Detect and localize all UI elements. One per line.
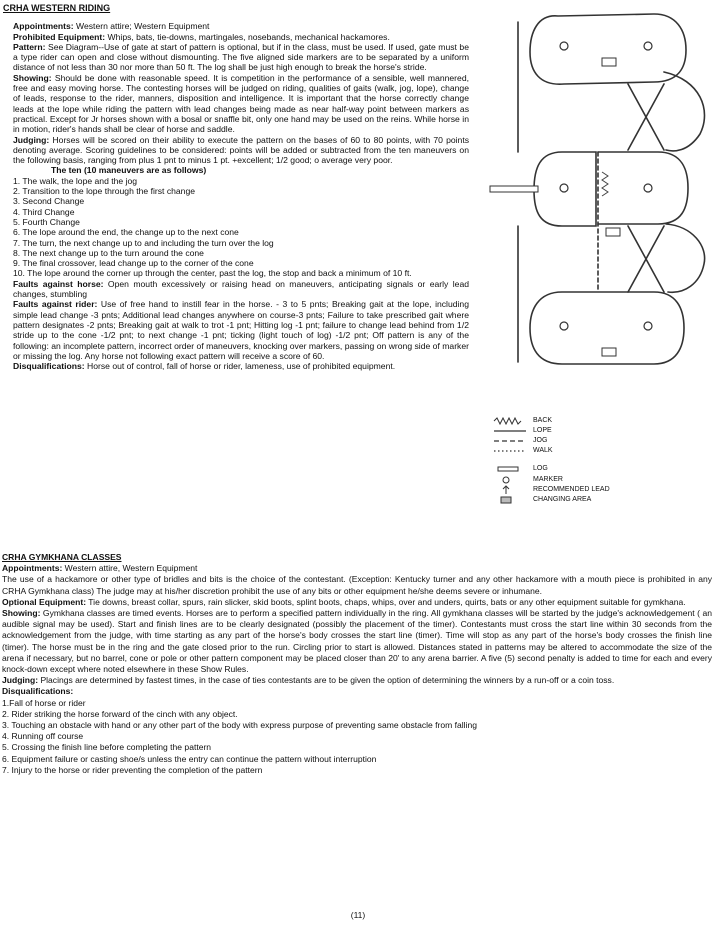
marker-icon xyxy=(644,322,652,330)
showing-text: Should be done with reasonable speed. It is competition in the performance of a sensible, well mannered, free and easy moving horse. The contesting horses will be judged on riding, qualities of gaits (walk, jog, lope), change of leads, response to the rider, manners, disposition and intelligence. It is important that the horse correctly change leads at the lope while riding the pattern with lead changes being made as near half-way point between markers as practical. Except for Jr horses shown with a bosal or snaffle bit, only one hand may be used on the reins. While horse in in motion, rider's hands shall be clear of horse and saddle. xyxy=(13,72,469,135)
change-area-icon xyxy=(602,348,616,356)
judging-paragraph xyxy=(2,675,712,686)
legend-label: RECOMMENDED LEAD xyxy=(533,486,610,493)
optional-paragraph xyxy=(2,597,712,608)
marker-icon xyxy=(644,184,652,192)
judging-text: Horses will be scored on their ability to execute the pattern on the bases of 60 to 80 points, with 70 points denoting average. Scoring guidelines to be considered: points will be added or subtracted from the ten maneuvers on the following basis, ranging from plus 1 pnt to minus 1 pt. +excellent; 1/2 good; o average very poor. xyxy=(13,134,469,166)
legend-label: LOPE xyxy=(533,427,552,434)
lower-right-loop xyxy=(666,224,705,292)
appointments-text: Western attire; Western Equipment xyxy=(73,21,210,32)
page-number: (11) xyxy=(350,910,366,920)
judging-label: Judging: xyxy=(13,134,50,145)
disqualifications-label: Disqualifications: xyxy=(2,686,74,697)
marker-icon xyxy=(560,42,568,50)
showing-label: Showing: xyxy=(2,608,41,619)
lead-arrow-icon xyxy=(492,485,528,495)
marker-circle-icon xyxy=(492,475,528,485)
pattern-text: See Diagram--Use of gate at start of pattern is optional, but if in the class, must be used. If used, gate must be a type rider can open and close without dismounting. The five aligned side markers are to be separated by a uniform distance of not less than 30 nor more than 50 ft. The log shall be just high enough to break the horse's stride. xyxy=(13,41,469,73)
faults-horse-paragraph xyxy=(3,279,469,300)
legend-item xyxy=(488,446,710,456)
legend-item xyxy=(488,464,710,474)
faults-horse-text: Open mouth excessively or raising head on maneuvers, anticipating signals or early lead changes, stumbling xyxy=(13,278,469,300)
dashed-line-icon xyxy=(492,436,528,446)
appointments-label: Appointments: xyxy=(2,563,63,574)
faults-horse-label: Faults against horse: xyxy=(13,278,104,289)
showing-text: Gymkhana classes are timed events. Horses are to perform a specified pattern individually in the ring. All gymkhana classes will be started by the judge's acknowledgement ( an audible signal may be used). Start and finish lines are to be clearly designated (possibly the placement of the timer). Contestants must cross the start line within 30 seconds from the acknowledgement from the judge, with time starting as any part of the horse's body crosses the start line (timer). Time will stop as any part of the horse's body crosses the finish line (timer). The horse must be in the ring and the gate closed prior to the run. Circling prior to start is allowed. Distances stated in patterns may be altered to accommodate the size of the arena if necessary, but no barrel, cone or pole or other pattern component may be placed closer than 20' to any arena barrier. A five (5) second penalty is added to time for each and every knock-down except where noted elsewhere in these Show Rules. xyxy=(2,608,712,675)
marker-icon xyxy=(560,322,568,330)
pattern-paragraph xyxy=(3,42,469,73)
showing-label: Showing: xyxy=(13,72,52,83)
legend-item xyxy=(488,475,710,485)
zigzag-line-icon xyxy=(492,416,528,426)
center-right-loop xyxy=(598,152,688,224)
prohibited-paragraph xyxy=(3,32,469,42)
upper-right-loop xyxy=(664,72,705,151)
diagram-legend xyxy=(488,414,710,514)
disqualifications-paragraph xyxy=(3,361,469,371)
appointments-line xyxy=(2,563,712,574)
list-item: 5. Fourth Change xyxy=(13,216,80,227)
marker-icon xyxy=(644,42,652,50)
solid-line-icon xyxy=(492,426,528,436)
disqualifications-text: Horse out of control, fall of horse or rider, lameness, use of prohibited equipment. xyxy=(84,361,396,372)
western-riding-section xyxy=(3,3,469,371)
list-item: 7. The turn, the next change up to and including the turn over the log xyxy=(13,237,274,248)
prohibited-label: Prohibited Equipment: xyxy=(13,31,106,42)
showing-paragraph xyxy=(2,608,712,675)
back-zigzag-icon xyxy=(602,172,608,196)
judging-paragraph xyxy=(3,135,469,166)
list-item: 2. Rider striking the horse forward of the cinch with any object. xyxy=(2,708,238,719)
legend-item xyxy=(488,485,710,495)
list-item: 10. The lope around the corner up through the center, past the log, the stop and back a minimum of 10 ft. xyxy=(13,268,412,279)
legend-label: LOG xyxy=(533,465,548,472)
legend-label: JOG xyxy=(533,437,548,444)
section-title: CRHA GYMKHANA CLASSES xyxy=(2,552,122,562)
list-item: 1. The walk, the lope and the jog xyxy=(13,175,138,186)
list-item: 2. Transition to the lope through the first change xyxy=(13,186,196,197)
list-item: 8. The next change up to the turn around the cone xyxy=(13,247,204,258)
legend-item xyxy=(488,416,710,426)
list-item: 6. The lope around the end, the change up to the next cone xyxy=(13,227,239,238)
list-item: 4. Running off course xyxy=(2,731,84,742)
disqualifications-label: Disqualifications: xyxy=(13,361,85,372)
legend-label: CHANGING AREA xyxy=(533,496,592,503)
list-item: 5. Crossing the finish line before completing the pattern xyxy=(2,742,212,753)
appointments-paragraph xyxy=(3,21,469,31)
list-item: 7. Injury to the horse or rider preventing the completion of the pattern xyxy=(2,764,263,775)
faults-rider-label: Faults against rider: xyxy=(13,299,98,310)
judging-label: Judging: xyxy=(2,675,39,686)
change-area-icon xyxy=(492,495,528,505)
list-item: 4. Third Change xyxy=(13,206,75,217)
list-item: 6. Equipment failure or casting shoe/s unless the entry can continue the pattern without interruption xyxy=(2,753,377,764)
appointments-label: Appointments: xyxy=(13,21,74,32)
legend-label: MARKER xyxy=(533,476,563,483)
log-bar-icon xyxy=(492,464,528,474)
top-pattern-loop xyxy=(530,14,686,84)
legend-item xyxy=(488,436,710,446)
maneuvers-heading: The ten (10 maneuvers are as follows) xyxy=(51,165,207,176)
log-icon xyxy=(490,186,538,192)
dotted-line-icon xyxy=(492,446,528,456)
list-item: 3. Second Change xyxy=(13,196,85,207)
maneuvers-list xyxy=(3,176,469,279)
gymkhana-section xyxy=(2,552,712,776)
list-item: 9. The final crossover, lead change up to the corner of the cone xyxy=(13,258,254,269)
showing-paragraph xyxy=(3,73,469,135)
appointments-text: Western attire, Western Equipment xyxy=(62,563,198,574)
marker-icon xyxy=(560,184,568,192)
legend-label: BACK xyxy=(533,417,553,424)
legend-item xyxy=(488,426,710,436)
western-riding-pattern-diagram xyxy=(478,2,714,410)
pattern-label: Pattern: xyxy=(13,41,46,52)
legend-label: WALK xyxy=(533,447,553,454)
judging-text: Placings are determined by fastest times, in the case of ties contestants are to be given the option of determining the winners by a run-off or a coin toss. xyxy=(38,675,615,686)
faults-rider-text: Use of free hand to instill fear in the horse. - 3 to 5 pnts; Breaking gait at the lope, including simple lead change -3 pnts; Additional lead changes anywhere on course-3 pnts; Failure to take prescribed gait where pattern designates -2 pnts; Breaking gait at walk to trot -1 pnt; Hitting log -1 pnt; failure to change lead behind from 1/2 stride up to the cone -1/2 pnt; to next change -1 pnt; ticking (light touch of log) -1/2 pnt; Off pattern is any of the following: an incomplete pattern, incorrect order of maneuvers, knocking over markers, passing on wrong side of marker or missing the log. Any horse not following exact pattern will receive a score of 60. xyxy=(13,299,469,361)
optional-label: Optional Equipment: xyxy=(2,596,87,607)
change-area-icon xyxy=(606,228,620,236)
section-title: CRHA WESTERN RIDING xyxy=(3,3,111,13)
faults-rider-paragraph xyxy=(3,299,469,361)
list-item: 1.Fall of horse or rider xyxy=(2,697,86,708)
optional-text: Tie downs, breast collar, spurs, rain slicker, skid boots, splint boots, chaps, whips, over and unders, quirts, bats or any other equipment suitable for gymkhana. xyxy=(86,596,686,607)
change-area-icon xyxy=(602,58,616,66)
intro-paragraph: The use of a hackamore or other type of bridles and bits is the choice of the contestant. (Exception: Kentucky turner and any other hackamore with a mouth piece is prohibited in any CRHA Gymkhana class) The judge may at his/her discretion prohibit the use of any bits or other equipment he/she deems severe or inhumane. xyxy=(2,574,712,596)
list-item: 3. Touching an obstacle with hand or any other part of the body with express purpose of preventing same obstacle from falling xyxy=(2,720,477,731)
prohibited-text: Whips, bats, tie-downs, martingales, nosebands, mechanical hackamores. xyxy=(105,31,390,42)
legend-item xyxy=(488,495,710,505)
